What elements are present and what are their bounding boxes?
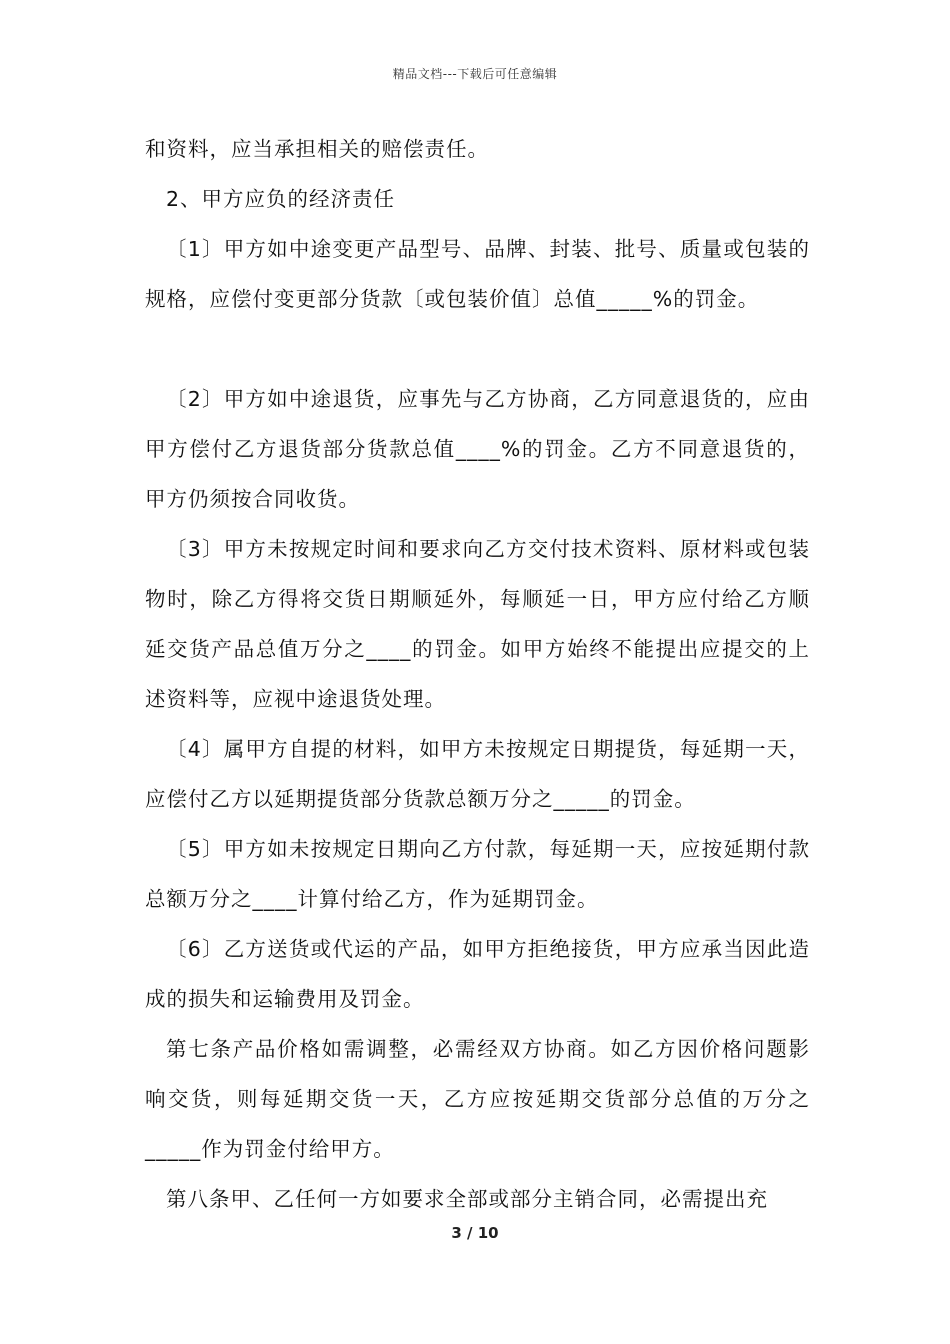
document-body: [145, 124, 810, 1224]
page-number: 3 / 10: [451, 1224, 499, 1242]
article-8: 第八条甲、乙任何一方如要求全部或部分主销合同，必需提出充: [166, 1187, 768, 1211]
article-7: 第七条产品价格如需调整，必需经双方协商。如乙方因价格问题影响交货，则每延期交货一天，乙方应按延期交货部分总值的万分之_____作为罚金付给甲方。: [145, 1037, 810, 1161]
section-heading: 2、甲方应负的经济责任: [166, 187, 396, 211]
clause-1: 〔1〕甲方如中途变更产品型号、品牌、封装、批号、质量或包装的规格，应偿付变更部分货款〔或包装价值〕总值_____%的罚金。: [145, 237, 810, 311]
clause-6: 〔6〕乙方送货或代运的产品，如甲方拒绝接货，甲方应承当因此造成的损失和运输费用及罚金。: [145, 937, 810, 1011]
clause-2: 〔2〕甲方如中途退货，应事先与乙方协商，乙方同意退货的，应由甲方偿付乙方退货部分货款总值____%的罚金。乙方不同意退货的，甲方仍须按合同收货。: [145, 387, 810, 511]
clause-4: 〔4〕属甲方自提的材料，如甲方未按规定日期提货，每延期一天，应偿付乙方以延期提货部分货款总额万分之_____的罚金。: [145, 737, 810, 811]
clause-3: 〔3〕甲方未按规定时间和要求向乙方交付技术资料、原材料或包装物时，除乙方得将交货日期顺延外，每顺延一日，甲方应付给乙方顺延交货产品总值万分之____的罚金。如甲方始终不能提出应提交的上述资料等，应视中途退货处理。: [145, 537, 810, 711]
clause-5: 〔5〕甲方如未按规定日期向乙方付款，每延期一天，应按延期付款总额万分之____计算付给乙方，作为延期罚金。: [145, 837, 810, 911]
page-header: 精品文档---下载后可任意编辑: [392, 67, 558, 81]
paragraph-continuation: 和资料，应当承担相关的赔偿责任。: [145, 137, 489, 161]
